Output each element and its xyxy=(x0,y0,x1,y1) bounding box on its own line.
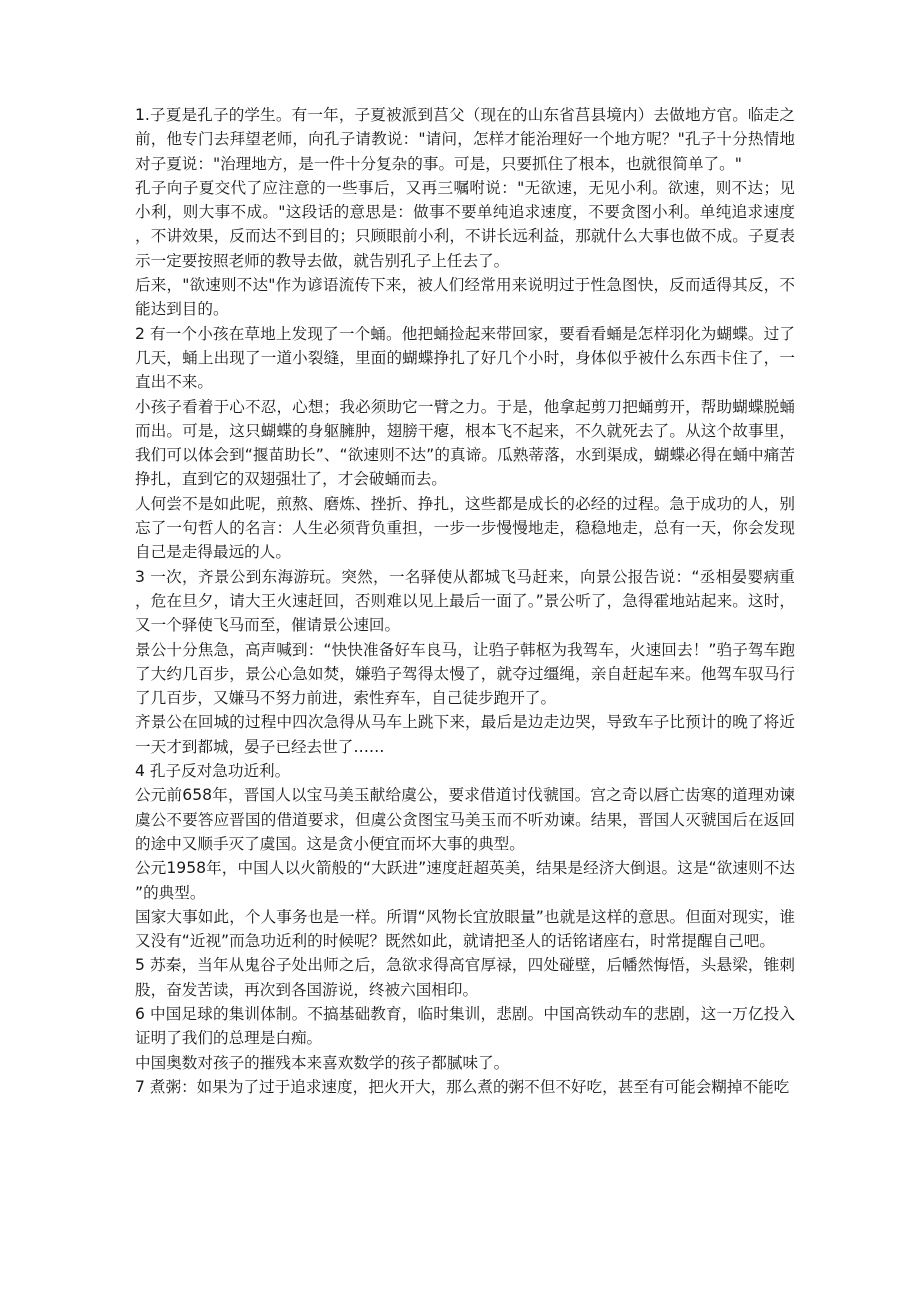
paragraph-4: 2 有一个小孩在草地上发现了一个蛹。他把蛹捡起来带回家，要看看蛹是怎样羽化为蝴蝶。过了几天，蛹上出现了一道小裂缝，里面的蝴蝶挣扎了好几个小时，身体似乎被什么东西卡住了，一直出不来。 xyxy=(135,324,795,392)
document-page xyxy=(135,103,795,1099)
paragraph-11: 公元前658年，晋国人以宝马美玉献给虞公，要求借道讨伐虢国。宫之奇以唇亡齿寒的道理劝谏虞公不要答应晋国的借道要求，但虞公贪图宝马美玉而不听劝谏。结果，晋国人灭虢国后在返回的途中又顺手灭了虞国。这是贪小便宜而坏大事的典型。 xyxy=(135,786,795,853)
paragraph-13: 国家大事如此，个人事务也是一样。所谓“风物长宜放眼量”也就是这样的意思。但面对现实，谁又没有“近视”而急功近利的时候呢？既然如此，就请把圣人的话铭诸座右，时常提醒自己吧。 xyxy=(135,907,795,951)
paragraph-1: 1.子夏是孔子的学生。有一年，子夏被派到莒父（现在的山东省莒县境内）去做地方官。临走之前，他专门去拜望老师，向孔子请教说："请问，怎样才能治理好一个地方呢？"孔子十分热情地对子夏说："治理地方，是一件十分复杂的事。可是，只要抓住了根本，也就很简单了。" xyxy=(135,106,795,173)
paragraph-16: 中国奥数对孩子的摧残本来喜欢数学的孩子都腻味了。 xyxy=(135,1053,510,1072)
paragraph-2: 孔子向子夏交代了应注意的一些事后，又再三嘱咐说："无欲速，无见小利。欲速，则不达；见小利，则大事不成。"这段话的意思是：做事不要单纯追求速度，不要贪图小利。单纯追求速度，不讲效果，反而达不到目的；只顾眼前小利，不讲长远利益，那就什么大事也做不成。子夏表示一定要按照老师的教导去做，就告别孔子上任去了。 xyxy=(135,178,795,270)
paragraph-5: 小孩子看着于心不忍，心想；我必须助它一臂之力。于是，他拿起剪刀把蛹剪开，帮助蝴蝶脱蛹而出。可是，这只蝴蝶的身躯臃肿，翅膀干瘪，根本飞不起来，不久就死去了。从这个故事里，我们可以体会到“揠苗助长”、“欲速则不达”的真谛。瓜熟蒂落，水到渠成，蝴蝶必得在蛹中痛苦挣扎，直到它的双翅强壮了，才会破蛹而去。 xyxy=(135,397,795,489)
paragraph-15: 6 中国足球的集训体制。不搞基础教育，临时集训，悲剧。中国高铁动车的悲剧，这一万亿投入证明了我们的总理是白痴。 xyxy=(135,1004,795,1048)
paragraph-10: 4 孔子反对急功近利。 xyxy=(135,762,291,781)
paragraph-14: 5 苏秦，当年从鬼谷子处出师之后，急欲求得高官厚禄，四处碰壁，后幡然悔悟，头悬梁，锥刺股，奋发苦读，再次到各国游说，终被六国相印。 xyxy=(135,956,795,999)
paragraph-9: 齐景公在回城的过程中四次急得从马车上跳下来，最后是边走边哭，导致车子比预计的晚了将近一天才到都城，晏子已经去世了…… xyxy=(135,713,795,756)
paragraph-17: 7 煮粥：如果为了过于追求速度，把火开大，那么煮的粥不但不好吃，甚至有可能会糊掉不能吃 xyxy=(135,1077,790,1096)
paragraph-7: 3 一次，齐景公到东海游玩。突然，一名驿使从都城飞马赶来，向景公报告说：“丞相晏婴病重，危在旦夕，请大王火速赶回，否则难以见上最后一面了。”景公听了，急得霍地站起来。这时，又一个驿使飞马而至，催请景公速回。 xyxy=(135,567,795,635)
paragraph-3: 后来，"欲速则不达"作为谚语流传下来，被人们经常用来说明过于性急图快，反而适得其反，不能达到目的。 xyxy=(135,276,795,319)
paragraph-6: 人何尝不是如此呢，煎熬、磨炼、挫折、挣扎，这些都是成长的必经的过程。急于成功的人，别忘了一句哲人的名言：人生必须背负重担，一步一步慢慢地走，稳稳地走，总有一天，你会发现自己是走得最远的人。 xyxy=(135,494,795,562)
paragraph-8: 景公十分焦急，高声喊到：“快快准备好车良马，让驺子韩枢为我驾车，火速回去！”驺子驾车跑了大约几百步，景公心急如焚，嫌驺子驾得太慢了，就夺过缰绳，亲自赶起车来。他驾车驭马行了几百步，又嫌马不努力前进，索性弃车，自己徒步跑开了。 xyxy=(135,640,795,708)
paragraph-12: 公元1958年，中国人以火箭般的“大跃进”速度赶超英美，结果是经济大倒退。这是“欲速则不达”的典型。 xyxy=(135,859,795,902)
